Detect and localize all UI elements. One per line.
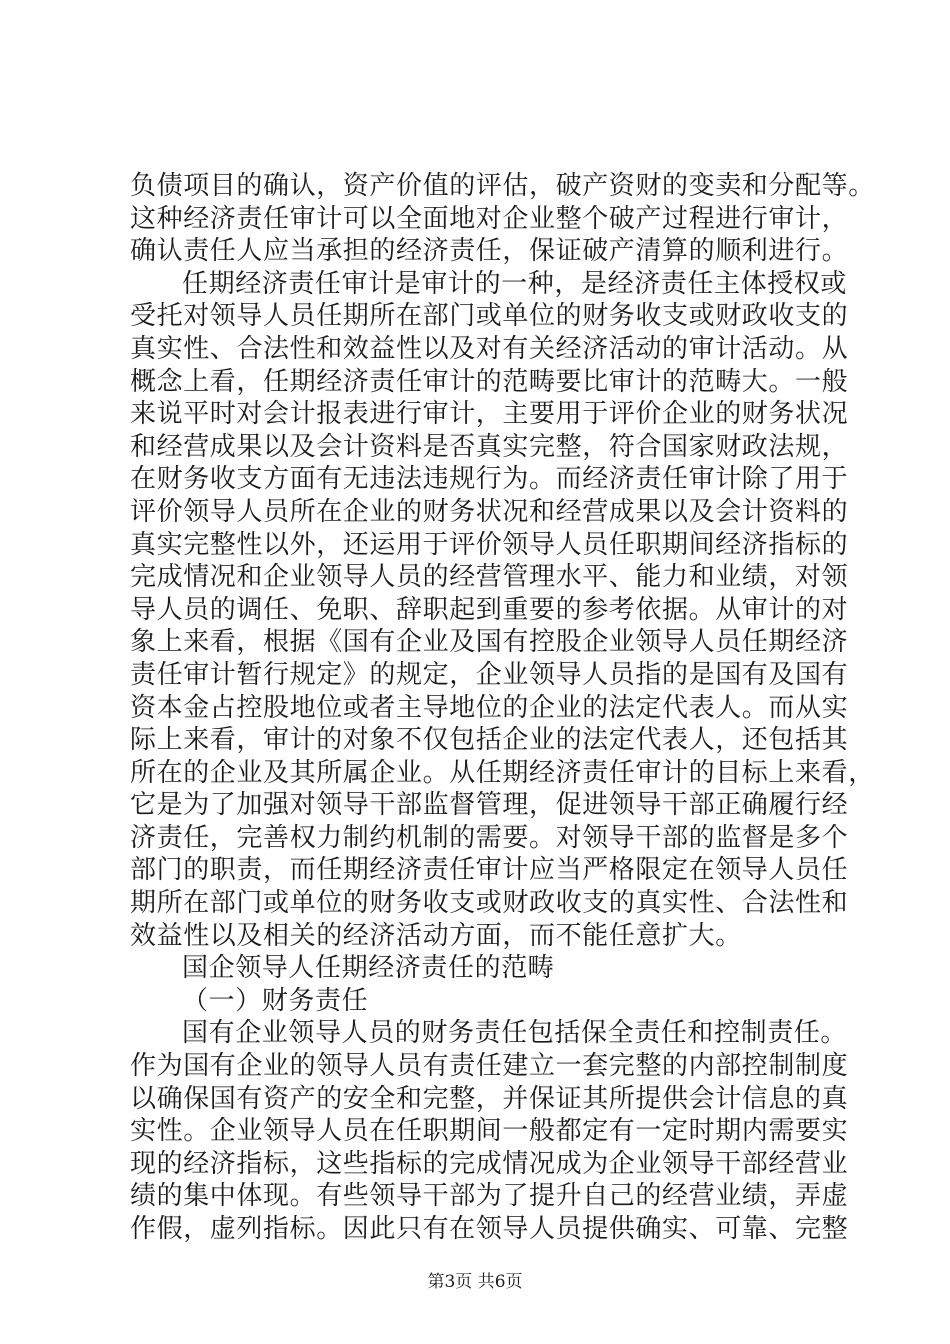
text-line: 象上来看，根据《国有企业及国有控股企业领导人员任期经济	[130, 627, 849, 658]
text-line: 际上来看，审计的对象不仅包括企业的法定代表人，还包括其	[130, 725, 849, 756]
text-line: 作为国有企业的领导人员有责任建立一套完整的内部控制制度	[130, 1051, 849, 1082]
section-heading: 国企领导人任期经济责任的范畴	[182, 953, 555, 984]
paragraph-start-line: 任期经济责任审计是审计的一种，是经济责任主体授权或	[182, 268, 848, 299]
text-line: 作假，虚列指标。因此只有在领导人员提供确实、可靠、完整	[130, 1214, 849, 1244]
text-line: 受托对领导人员任期所在部门或单位的财务收支或财政收支的	[130, 301, 849, 332]
text-line: 济责任，完善权力制约机制的需要。对领导干部的监督是多个	[130, 822, 849, 853]
text-line: 确认责任人应当承担的经济责任，保证破产清算的顺利进行。	[130, 236, 849, 267]
text-line: 来说平时对会计报表进行审计，主要用于评价企业的财务状况	[130, 399, 849, 430]
text-line: 这种经济责任审计可以全面地对企业整个破产过程进行审计，	[130, 203, 849, 234]
subsection-heading: （一）财务责任	[182, 985, 369, 1016]
text-line: 在财务收支方面有无违法违规行为。而经济责任审计除了用于	[130, 464, 849, 495]
page-number-footer: 第3页 共6页	[427, 1272, 523, 1292]
text-line: 资本金占控股地位或者主导地位的企业的法定代表人。而从实	[130, 692, 849, 723]
text-line: 负债项目的确认，资产价值的评估，破产资财的变卖和分配等。	[130, 171, 875, 201]
text-line: 它是为了加强对领导干部监督管理，促进领导干部正确履行经	[130, 790, 849, 821]
text-line: 导人员的调任、免职、辞职起到重要的参考依据。从审计的对	[130, 594, 849, 625]
text-line: 效益性以及相关的经济活动方面，而不能任意扩大。	[130, 920, 742, 951]
text-line: 以确保国有资产的安全和完整，并保证其所提供会计信息的真	[130, 1083, 849, 1114]
document-body	[130, 170, 875, 1246]
text-line: 责任审计暂行规定》的规定，企业领导人员指的是国有及国有	[130, 659, 849, 690]
text-line: 部门的职责，而任期经济责任审计应当严格限定在领导人员任	[130, 855, 849, 886]
text-line: 概念上看，任期经济责任审计的范畴要比审计的范畴大。一般	[130, 366, 849, 397]
text-line: 完成情况和企业领导人员的经营管理水平、能力和业绩，对领	[130, 562, 849, 593]
text-line: 和经营成果以及会计资料是否真实完整，符合国家财政法规，	[130, 431, 849, 462]
text-line: 真实性、合法性和效益性以及对有关经济活动的审计活动。从	[130, 333, 849, 364]
text-line: 期所在部门或单位的财务收支或财政收支的真实性、合法性和	[130, 888, 849, 919]
text-line: 实性。企业领导人员在任职期间一般都定有一定时期内需要实	[130, 1116, 849, 1147]
text-line: 所在的企业及其所属企业。从任期经济责任审计的目标上来看，	[130, 757, 875, 788]
text-line: 评价领导人员所在企业的财务状况和经营成果以及会计资料的	[130, 496, 849, 527]
paragraph-start-line: 国有企业领导人员的财务责任包括保全责任和控制责任。	[182, 1018, 848, 1049]
text-line: 真实完整性以外，还运用于评价领导人员任职期间经济指标的	[130, 529, 849, 560]
text-line: 绩的集中体现。有些领导干部为了提升自己的经营业绩，弄虚	[130, 1181, 849, 1212]
text-line: 现的经济指标，这些指标的完成情况成为企业领导干部经营业	[130, 1148, 849, 1179]
